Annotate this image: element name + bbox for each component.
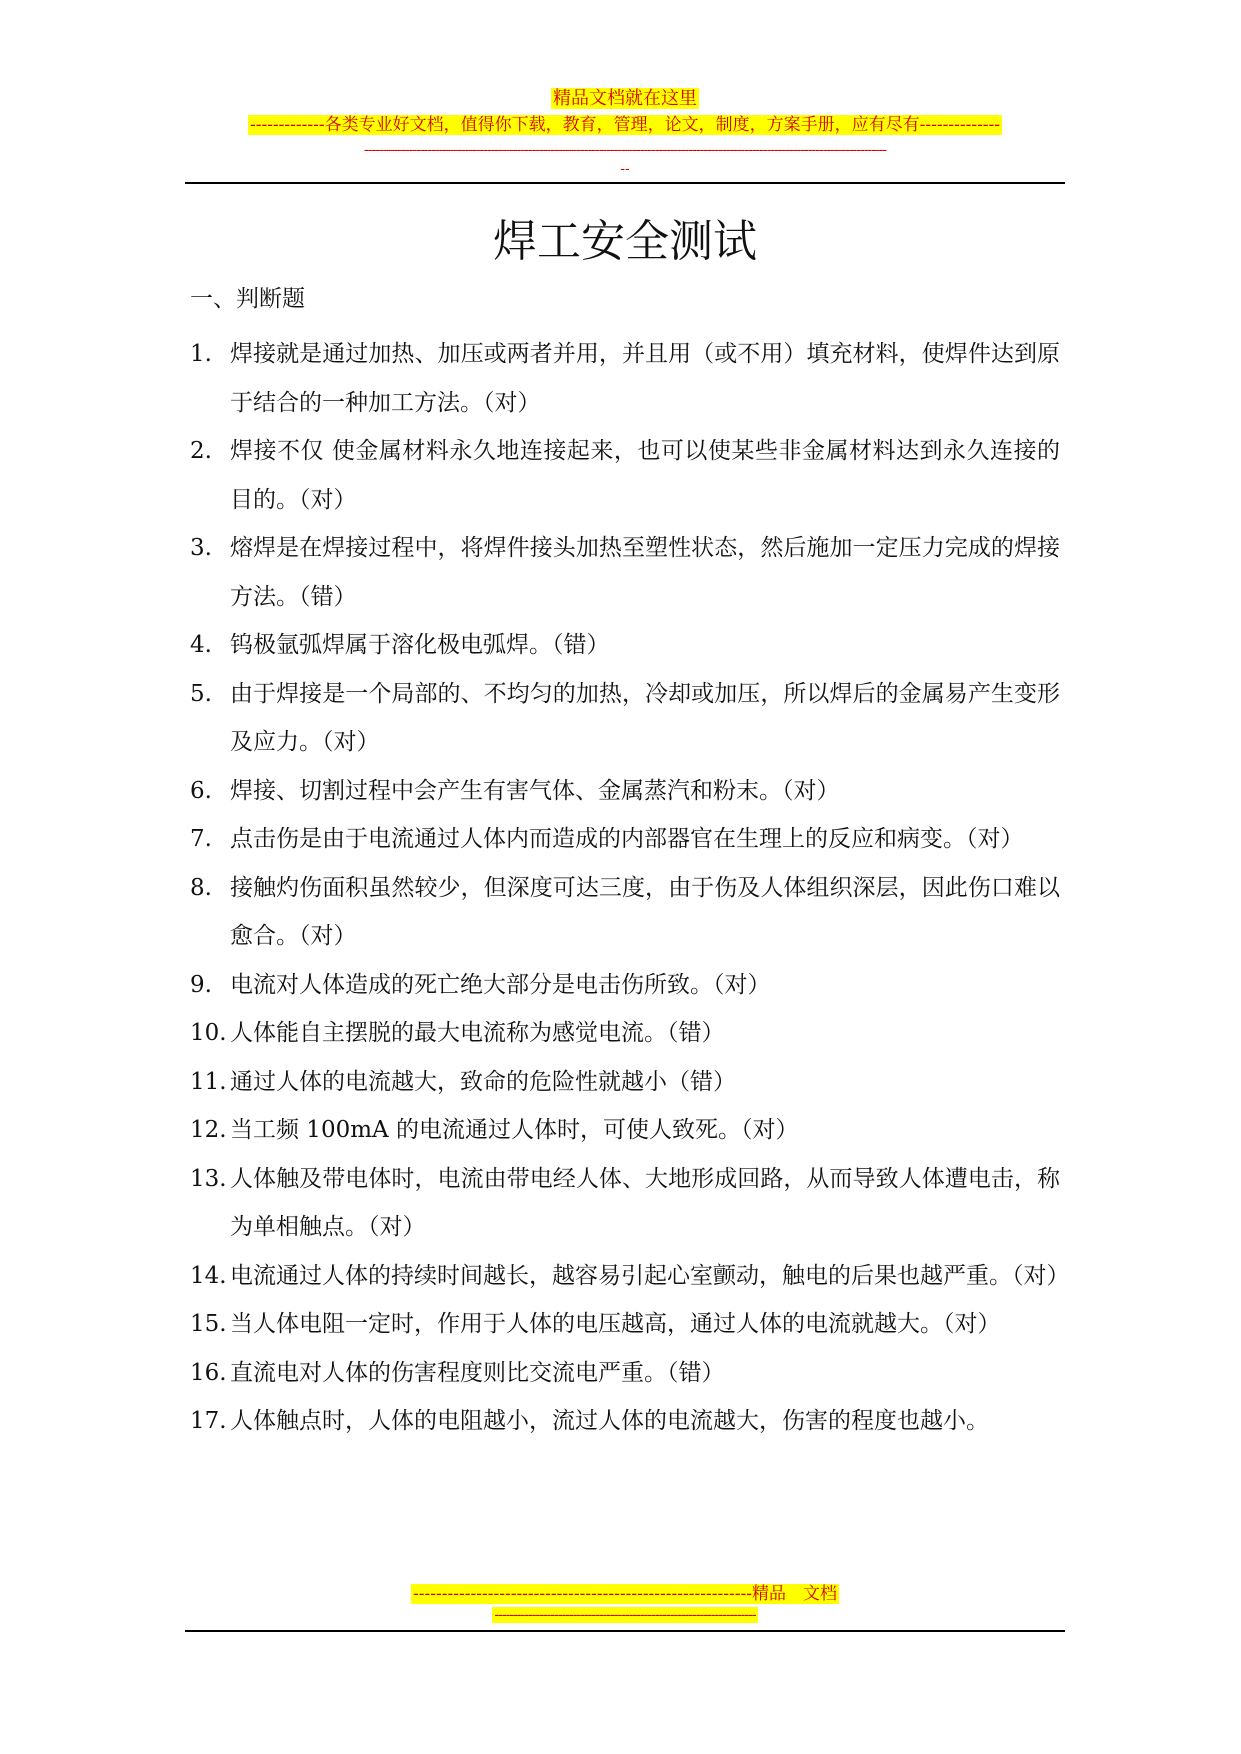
question-number: 14. — [190, 1262, 227, 1289]
question-number: 13. — [190, 1165, 227, 1192]
question-text: 由于焊接是一个局部的、不均匀的加热，冷却或加压，所以焊后的金属易产生变形及应力。（对） — [230, 680, 1060, 755]
question-number: 4. — [190, 632, 212, 658]
footer-banner: -----------------------------------------------------------精品 文档 — [413, 1584, 837, 1604]
question-text: 人体触及带电体时，电流由带电经人体、大地形成回路，从而导致人体遭电击，称为单相触点。（对） — [230, 1165, 1060, 1240]
question-text: 焊接、切割过程中会产生有害气体、金属蒸汽和粉末。（对） — [230, 777, 840, 804]
question-number: 2. — [190, 438, 212, 464]
footer-dash-line: ---------------------------------------------------------------------- — [494, 1607, 756, 1623]
question-text: 熔焊是在焊接过程中，将焊件接头加热至塑性状态，然后施加一定压力完成的焊接方法。（错） — [230, 535, 1060, 610]
question-number: 17. — [190, 1408, 227, 1434]
question-text: 当工频 100mA 的电流通过人体时，可使人致死。（对） — [230, 1117, 799, 1143]
question-item — [190, 1300, 1060, 1349]
header-divider — [185, 182, 1065, 184]
footer-divider — [185, 1630, 1065, 1632]
question-text: 电流通过人体的持续时间越长，越容易引起心室颤动，触电的后果也越严重。（对） — [230, 1262, 1070, 1289]
question-text: 当人体电阻一定时，作用于人体的电压越高，通过人体的电流就越大。（对） — [230, 1311, 1001, 1337]
question-item — [190, 1058, 1060, 1107]
question-text: 点击伤是由于电流通过人体内而造成的内部器官在生理上的反应和病变。（对） — [230, 826, 1024, 852]
question-number: 15. — [190, 1311, 227, 1337]
question-number: 5. — [190, 680, 212, 707]
question-number: 3. — [190, 535, 212, 561]
section-heading: 一、判断题 — [190, 286, 305, 312]
question-item — [190, 815, 1060, 864]
question-item — [190, 670, 1060, 767]
question-number: 12. — [190, 1117, 227, 1143]
question-list — [190, 330, 1070, 1446]
question-item — [190, 1252, 1070, 1301]
question-item — [190, 1106, 1060, 1155]
question-item — [190, 1397, 1060, 1446]
question-text: 接触灼伤面积虽然较少，但深度可达三度，由于伤及人体组织深层，因此伤口难以愈合。（对） — [230, 874, 1060, 949]
question-text: 焊接就是通过加热、加压或两者并用，并且用（或不用）填充材料，使焊件达到原于结合的一种加工方法。（对） — [230, 341, 1060, 416]
header-banner-title: 精品文档就在这里 — [553, 88, 697, 109]
question-text: 钨极氩弧焊属于溶化极电弧焊。（错） — [230, 632, 610, 658]
question-text: 通过人体的电流越大，致命的危险性就越小（错） — [230, 1068, 736, 1095]
question-number: 11. — [190, 1068, 227, 1095]
question-number: 9. — [190, 971, 212, 998]
question-item — [190, 961, 1060, 1010]
question-text: 直流电对人体的伤害程度则比交流电严重。（错） — [230, 1359, 725, 1386]
question-item — [190, 330, 1060, 427]
page-title: 焊工安全测试 — [493, 216, 757, 267]
question-number: 16. — [190, 1359, 227, 1386]
question-number: 6. — [190, 777, 212, 804]
question-item — [190, 621, 1060, 670]
question-item — [190, 767, 1060, 816]
question-text: 电流对人体造成的死亡绝大部分是电击伤所致。（对） — [230, 971, 771, 998]
question-item — [190, 1349, 1060, 1398]
question-item — [190, 864, 1060, 961]
question-item — [190, 1155, 1060, 1252]
question-number: 8. — [190, 874, 212, 901]
question-item — [190, 1009, 1060, 1058]
question-item — [190, 427, 1060, 524]
question-text: 焊接不仅 使金属材料永久地连接起来，也可以使某些非金属材料达到永久连接的目的。（对） — [230, 438, 1060, 513]
question-text: 人体触点时，人体的电阻越小，流过人体的电流越大，伤害的程度也越小。 — [230, 1408, 989, 1434]
question-number: 7. — [190, 826, 212, 852]
header-dash-line-continuation: -- — [620, 161, 630, 177]
header-banner-slogan: -------------各类专业好文档，值得你下载，教育，管理，论文，制度，方案手册，应有尽有-------------- — [249, 115, 1001, 135]
header-dash-line: -------------------------------------------------------------------------------------------------------------------------------------------- — [363, 142, 887, 158]
question-number: 10. — [190, 1020, 227, 1046]
question-text: 人体能自主摆脱的最大电流称为感觉电流。（错） — [230, 1020, 725, 1046]
question-item — [190, 524, 1060, 621]
question-number: 1. — [190, 341, 212, 367]
